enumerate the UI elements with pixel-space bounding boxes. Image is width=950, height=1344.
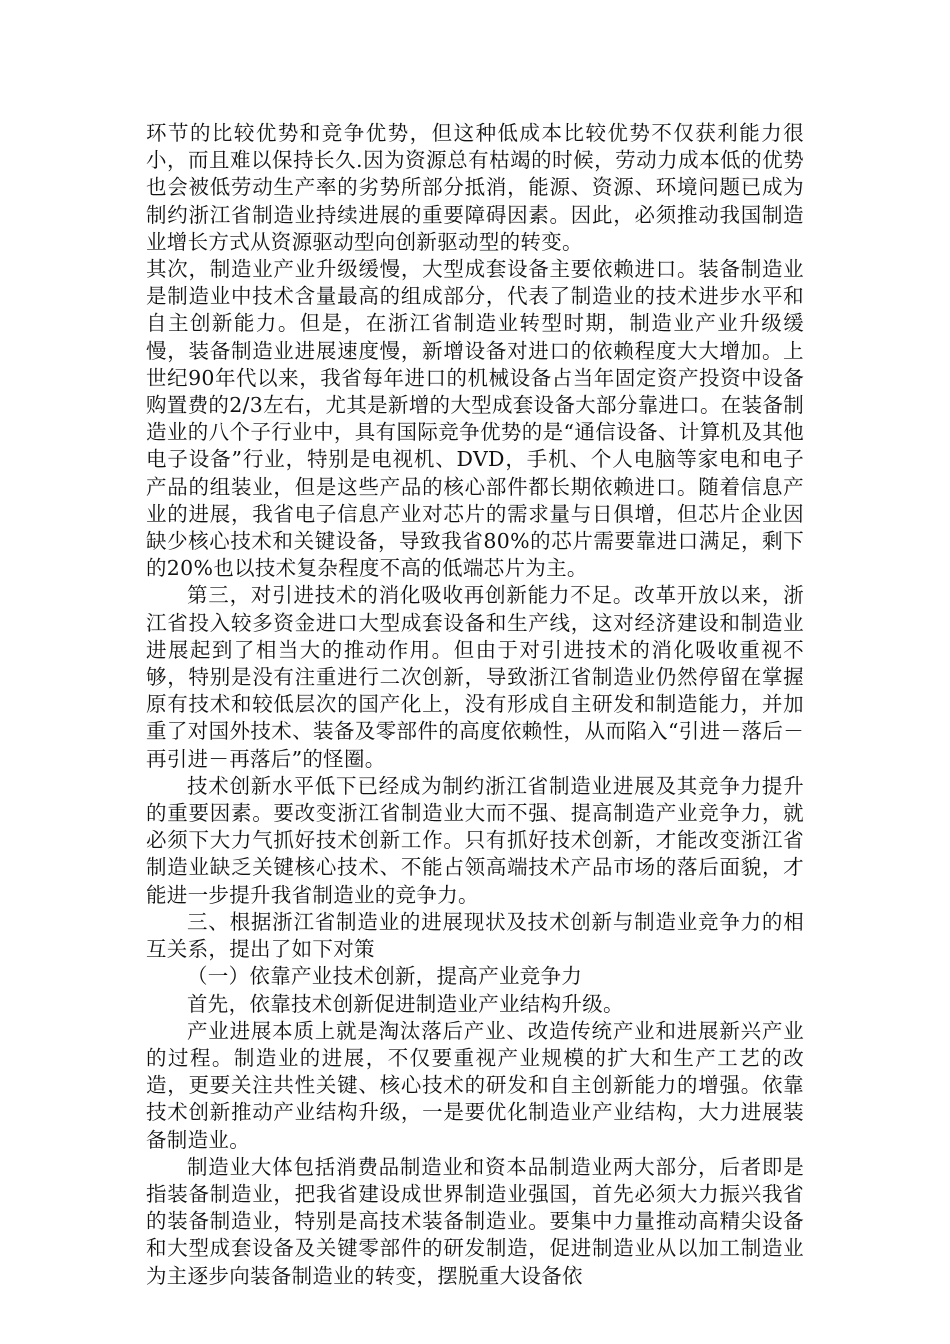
document-page bbox=[146, 120, 804, 1290]
paragraph-2: 其次，制造业产业升级缓慢，大型成套设备主要依赖进口。装备制造业是制造业中技术含量最高的组成部分，代表了制造业的技术进步水平和自主创新能力。但是，在浙江省制造业转型时期，制造业产业升级缓慢，装备制造业进展速度慢，新增设备对进口的依赖程度大大增加。上世纪90年代以来，我省每年进口的机械设备占当年固定资产投资中设备购置费的2/3左右，尤其是新增的大型成套设备大部分靠进口。在装备制造业的八个子行业中，具有国际竞争优势的是“通信设备、计算机及其他电子设备”行业，特别是电视机、DVD，手机、个人电脑等家电和电子产品的组装业，但是这些产品的核心部件都长期依赖进口。随着信息产业的进展，我省电子信息产业对芯片的需求量与日俱增，但芯片企业因缺少核心技术和关键设备，导致我省80%的芯片需要靠进口满足，剩下的20%也以技术复杂程度不高的低端芯片为主。 bbox=[146, 257, 804, 581]
paragraph-1: 环节的比较优势和竞争优势，但这种低成本比较优势不仅获利能力很小，而且难以保持长久.因为资源总有枯竭的时候，劳动力成本低的优势也会被低劳动生产率的劣势所部分抵消，能源、资源、环境问题已成为制约浙江省制造业持续进展的重要障碍因素。因此，必须推动我国制造业增长方式从资源驱动型向创新驱动型的转变。 bbox=[146, 121, 804, 254]
paragraph-7: 首先，依靠技术创新促进制造业产业结构升级。 bbox=[187, 991, 624, 1016]
subsection-heading-1: （一）依靠产业技术创新，提高产业竞争力 bbox=[187, 964, 583, 989]
section-heading-3: 三、根据浙江省制造业的进展现状及技术创新与制造业竞争力的相互关系，提出了如下对策 bbox=[146, 909, 804, 962]
paragraph-4: 技术创新水平低下已经成为制约浙江省制造业进展及其竞争力提升的重要因素。要改变浙江省制造业大而不强、提高制造产业竞争力，就必须下大力气抓好技术创新工作。只有抓好技术创新，才能改变浙江省制造业缺乏关键核心技术、不能占领高端技术产品市场的落后面貌，才能进一步提升我省制造业的竞争力。 bbox=[146, 773, 804, 907]
paragraph-3: 第三，对引进技术的消化吸收再创新能力不足。改革开放以来，浙江省投入较多资金进口大型成套设备和生产线，这对经济建设和制造业进展起到了相当大的推动作用。但由于对引进技术的消化吸收重视不够，特别是没有注重进行二次创新，导致浙江省制造业仍然停留在掌握原有技术和较低层次的国产化上，没有形成自主研发和制造能力，并加重了对国外技术、装备及零部件的高度依赖性，从而陷入“引进－落后－再引进－再落后”的怪圈。 bbox=[146, 583, 804, 771]
paragraph-9: 制造业大体包括消费品制造业和资本品制造业两大部分，后者即是指装备制造业，把我省建设成世界制造业强国，首先必须大力振兴我省的装备制造业，特别是高技术装备制造业。要集中力量推动高精尖设备和大型成套设备及关键零部件的研发制造，促进制造业从以加工制造业为主逐步向装备制造业的转变，摆脱重大设备依 bbox=[146, 1154, 804, 1288]
paragraph-8: 产业进展本质上就是淘汰落后产业、改造传统产业和进展新兴产业的过程。制造业的进展，不仅要重视产业规模的扩大和生产工艺的改造，更要关注共性关键、核心技术的研发和自主创新能力的增强。依靠技术创新推动产业结构升级，一是要优化制造业产业结构，大力进展装备制造业。 bbox=[146, 1018, 804, 1152]
